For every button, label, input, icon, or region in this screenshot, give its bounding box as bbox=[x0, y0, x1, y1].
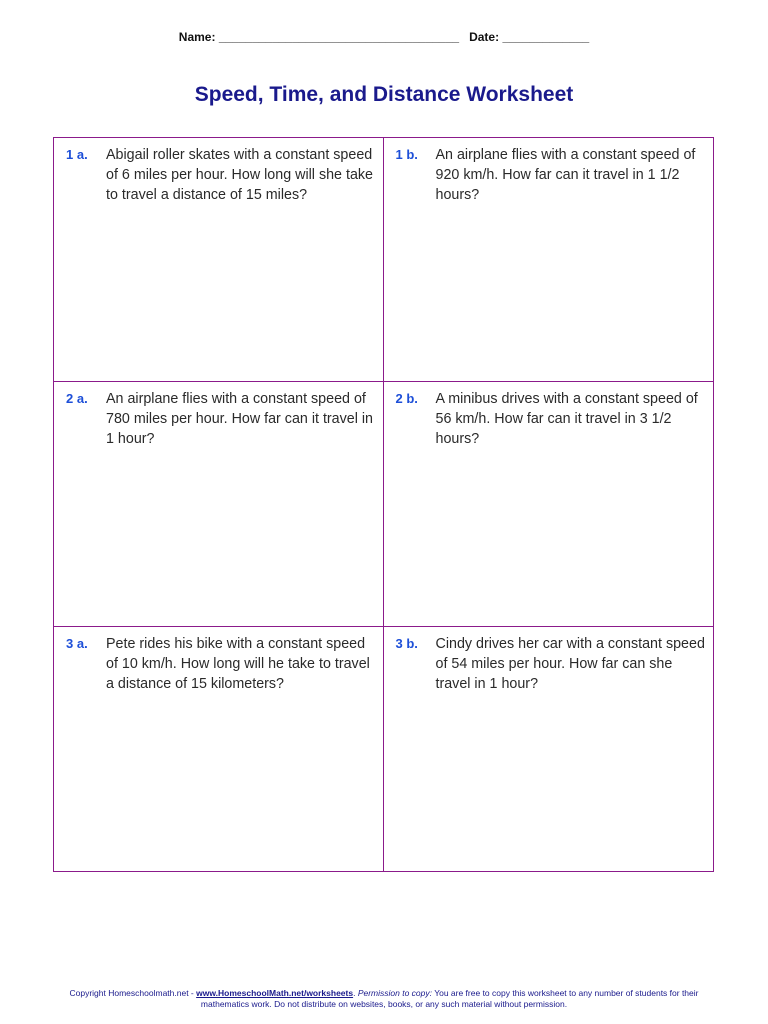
problem-number: 3 a. bbox=[66, 635, 88, 651]
worksheet-title: Speed, Time, and Distance Worksheet bbox=[194, 83, 574, 106]
worksheets-link[interactable]: www.HomeschoolMath.net/worksheets bbox=[196, 988, 354, 998]
name-blank: ____________________________________ bbox=[215, 30, 463, 44]
problem-2b bbox=[384, 382, 714, 626]
problem-number: 3 b. bbox=[395, 635, 418, 651]
problem-number: 1 b. bbox=[395, 147, 418, 162]
problem-3a bbox=[54, 627, 384, 871]
problem-1b bbox=[384, 138, 714, 382]
problem-text: Abigail roller skates with a constant speed of 6 miles per hour. How long will she take to travel a distance of 15 miles? bbox=[106, 147, 374, 203]
problem-number: 1 a. bbox=[66, 147, 88, 162]
date-blank: _____________ bbox=[499, 30, 590, 44]
problem-text: A minibus drives with a constant speed of 56 km/h. How far can it travel in 3 1/2 hours? bbox=[435, 391, 698, 448]
permission-label: Permission to copy: bbox=[357, 988, 432, 998]
problem-text: An airplane flies with a constant speed of 780 miles per hour. How far can it travel in 1 hour? bbox=[106, 391, 373, 448]
problem-text: An airplane flies with a constant speed of 920 km/h. How far can it travel in 1 1/2 hours? bbox=[435, 147, 696, 203]
copyright-footer bbox=[60, 988, 708, 1010]
name-date-line bbox=[0, 30, 768, 44]
problem-number: 2 a. bbox=[66, 391, 88, 407]
copyright-text: Copyright Homeschoolmath.net - bbox=[69, 988, 197, 998]
problem-1a bbox=[54, 138, 384, 382]
link-suffix: . bbox=[353, 988, 358, 998]
problem-number: 2 b. bbox=[395, 391, 418, 407]
problem-grid bbox=[53, 137, 714, 872]
date-label: Date: bbox=[469, 30, 500, 44]
problem-2a bbox=[54, 382, 384, 626]
name-label: Name: bbox=[178, 30, 216, 44]
permission-text: You are free to copy this worksheet to any number of students for their mathematics work. Do not distribute on websites, books, or any such material without permission. bbox=[200, 988, 699, 1009]
problem-3b bbox=[384, 627, 714, 871]
problem-text: Pete rides his bike with a constant speed of 10 km/h. How long will he take to travel a distance of 15 kilometers? bbox=[106, 635, 370, 692]
problem-text: Cindy drives her car with a constant speed of 54 miles per hour. How far can she travel in 1 hour? bbox=[435, 635, 705, 692]
